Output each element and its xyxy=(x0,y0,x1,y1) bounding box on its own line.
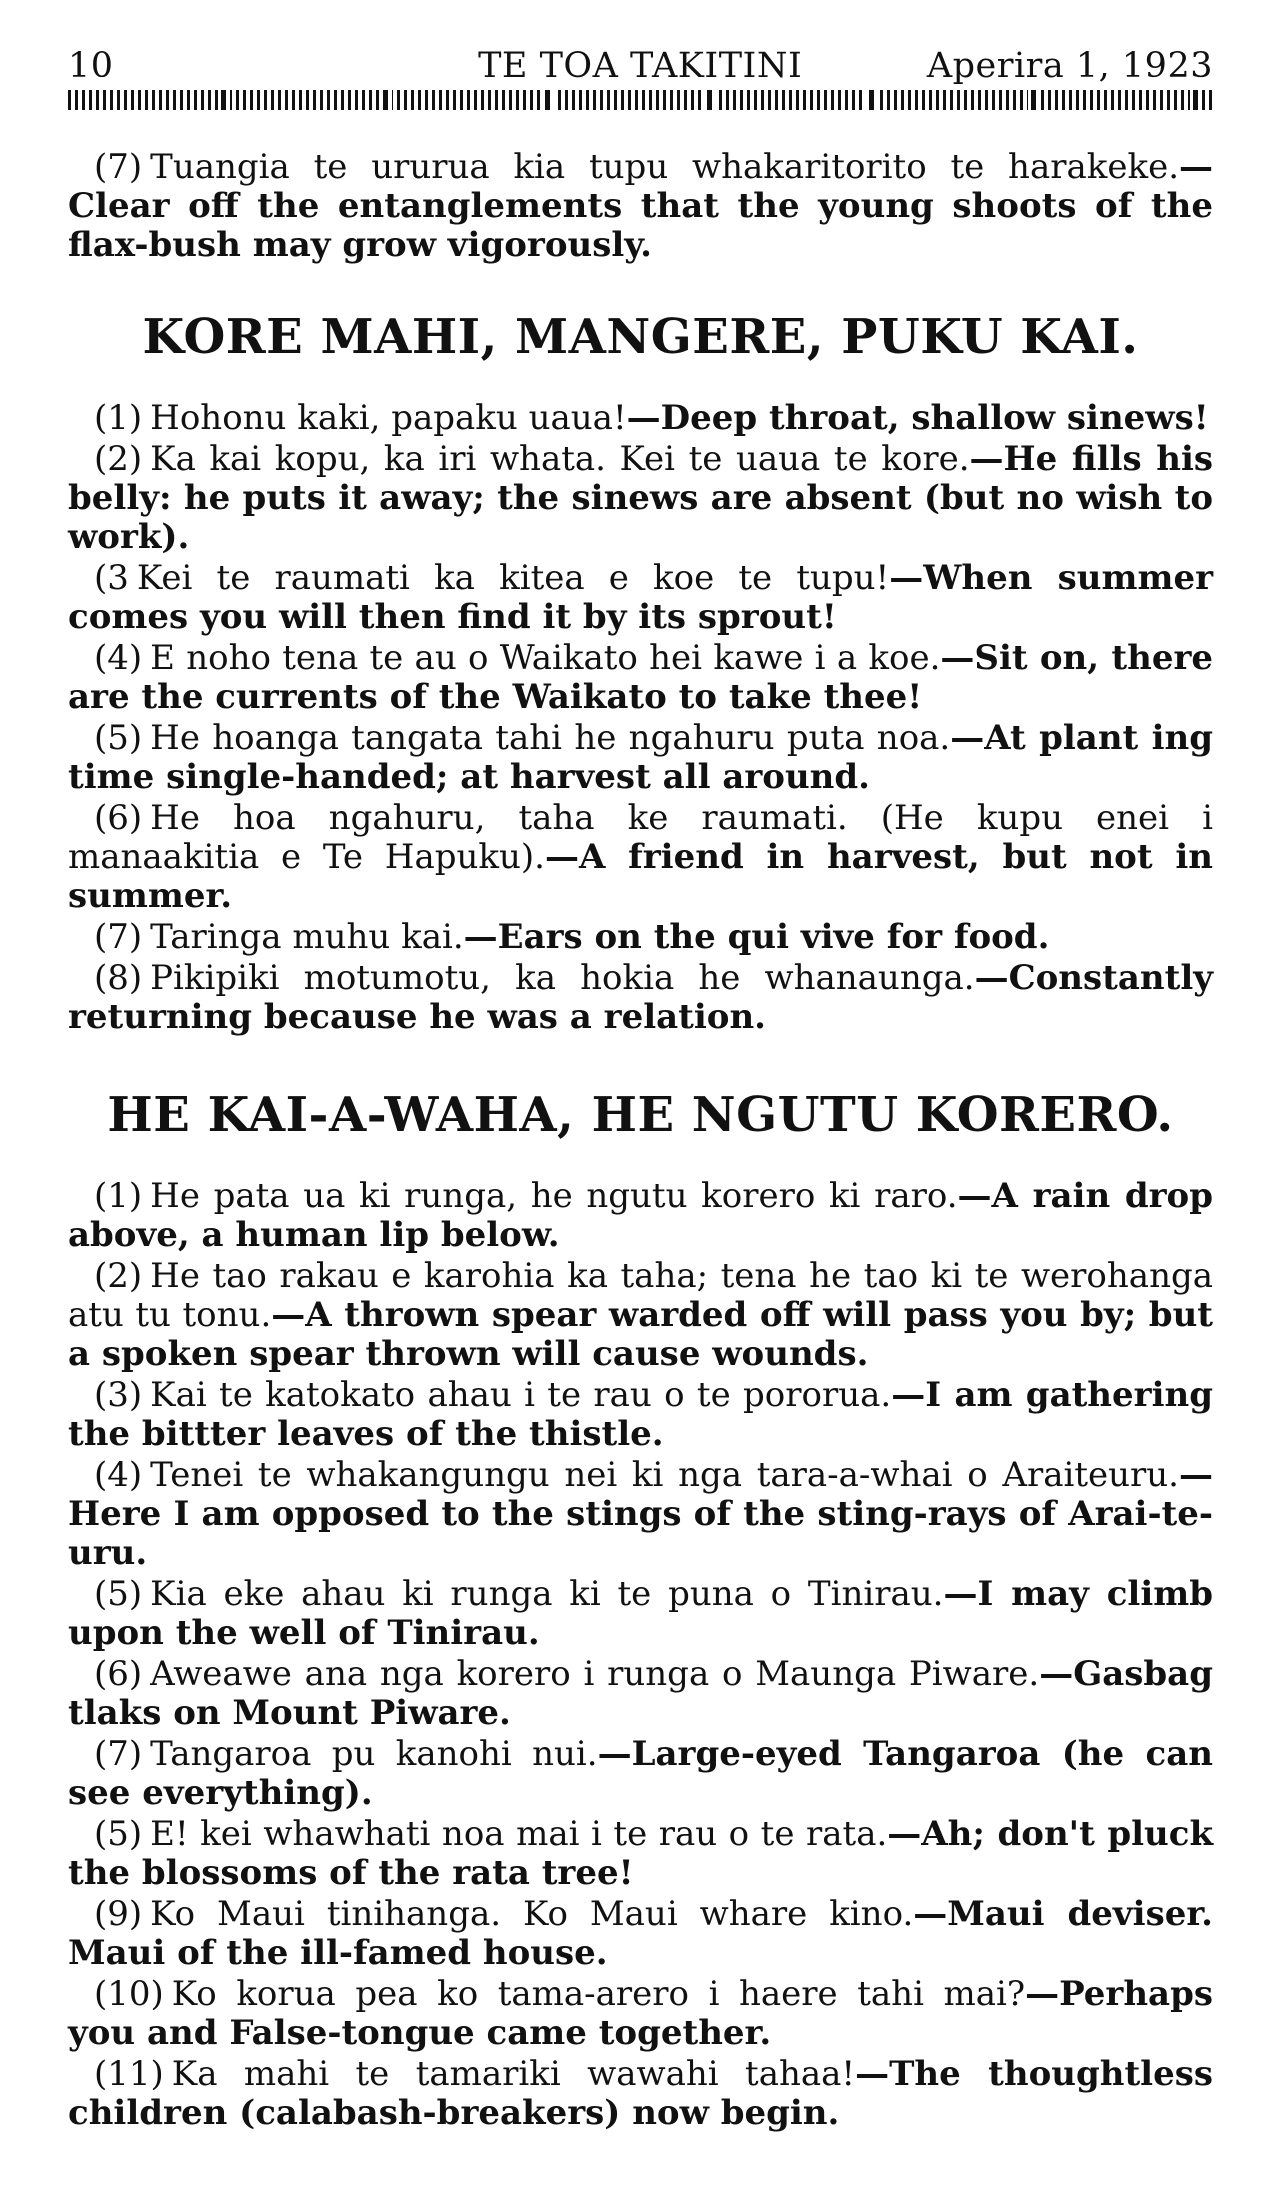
entry-number: (8) xyxy=(94,958,143,998)
entry-english: —At plant ing time single-handed; at harvest all around. xyxy=(68,718,1214,797)
entry-maori: Kei te raumati ka kitea e koe te tupu! xyxy=(136,558,890,598)
entry-english: —A rain drop above, a human lip below. xyxy=(68,1176,1213,1255)
entry-english: —Clear off the entanglements that the young shoots of the flax-bush may grow vigorously. xyxy=(68,147,1213,265)
entry-number: (7) xyxy=(94,1734,143,1774)
entry-maori: Ka kai kopu, ka iri whata. Kei te uaua te kore. xyxy=(150,439,970,479)
proverb-entry xyxy=(68,918,1213,957)
entry-number: (1) xyxy=(94,398,143,438)
ornamental-rule xyxy=(68,90,1213,110)
entry-english: —Gasbag tlaks on Mount Piware. xyxy=(68,1654,1213,1733)
entry-maori: He hoanga tangata tahi he ngahuru puta noa. xyxy=(150,718,951,758)
entry-number: (7) xyxy=(94,917,143,957)
entry-english: —Large-eyed Tangaroa (he can see everything). xyxy=(68,1734,1213,1813)
entry-english: —A thrown spear warded off will pass you by; but a spoken spear thrown will cause wounds. xyxy=(68,1295,1213,1374)
entry-maori: Tenei te whakangungu nei ki nga tara-a-whai o Araiteuru. xyxy=(150,1455,1179,1495)
entry-maori: Aweawe ana nga korero i runga o Maunga Piware. xyxy=(150,1654,1040,1694)
proverb-entry xyxy=(68,639,1213,717)
entry-english: —I may climb upon the well of Tinirau. xyxy=(68,1574,1214,1653)
proverb-entry xyxy=(68,440,1213,557)
entry-english: —I am gathering the bittter leaves of the thistle. xyxy=(68,1375,1213,1454)
entry-number: (4) xyxy=(94,1455,143,1495)
entry-english: —Constantly returning because he was a relation. xyxy=(68,958,1213,1037)
proverb-entry xyxy=(68,719,1213,797)
publication-title: TE TOA TAKITINI xyxy=(478,46,803,86)
entry-maori: Kai te katokato ahau i te rau o te pororua. xyxy=(150,1375,892,1415)
entry-maori: Tuangia te ururua kia tupu whakaritorito te harakeke. xyxy=(150,147,1179,187)
proverb-entry xyxy=(68,2055,1213,2133)
page-number: 10 xyxy=(68,46,114,86)
entry-number: (1) xyxy=(94,1176,143,1216)
entry-maori: Kia eke ahau ki runga ki te puna o Tinirau. xyxy=(150,1574,944,1614)
entry-number: (11) xyxy=(94,2054,164,2094)
entry-number: (6) xyxy=(94,1654,143,1694)
entry-english: —Sit on, there are the currents of the Waikato to take thee! xyxy=(68,638,1214,717)
entry-english: —A friend in harvest, but not in summer. xyxy=(68,837,1213,916)
entry-maori: Tangaroa pu kanohi nui. xyxy=(150,1734,598,1774)
entry-number: (2) xyxy=(94,439,143,479)
proverb-entry xyxy=(68,1376,1213,1454)
entry-number: (3) xyxy=(94,1375,143,1415)
proverb-entry xyxy=(68,1456,1213,1573)
entry-number: (7) xyxy=(94,147,143,187)
proverb-entry xyxy=(68,799,1213,916)
proverb-entry xyxy=(68,1895,1213,1973)
proverb-entry xyxy=(68,1655,1213,1733)
entry-english: —Here I am opposed to the stings of the sting-rays of Arai-te-uru. xyxy=(68,1455,1213,1573)
entry-english: —Deep throat, shallow sinews! xyxy=(626,398,1209,438)
proverb-entry xyxy=(68,1575,1213,1653)
entry-maori: He hoa ngahuru, taha ke raumati. (He kupu enei i manaakitia e Te Hapuku). xyxy=(68,798,1213,877)
entry-maori: Ko korua pea ko tama-arero i haere tahi mai? xyxy=(171,1974,1026,2014)
entry-number: (2) xyxy=(94,1256,143,1296)
entry-maori: He tao rakau e karohia ka taha; tena he tao ki te werohanga atu tu tonu. xyxy=(68,1256,1213,1335)
entry-number: (4) xyxy=(94,638,143,678)
entry-maori: Taringa muhu kai. xyxy=(150,917,464,957)
section-heading: KORE MAHI, MANGERE, PUKU KAI. xyxy=(142,309,1139,365)
entry-english: —Ah; don't pluck the blossoms of the rata tree! xyxy=(68,1814,1214,1893)
section-heading: HE KAI-A-WAHA, HE NGUTU KORERO. xyxy=(107,1087,1174,1143)
page xyxy=(68,46,1213,2135)
entry-maori: Ka mahi te tamariki wawahi tahaa! xyxy=(171,2054,856,2094)
entry-number: (3 xyxy=(94,558,129,598)
proverb-entry xyxy=(68,1735,1213,1813)
entry-maori: E! kei whawhati noa mai i te rau o te rata. xyxy=(150,1814,888,1854)
issue-date: Aperira 1, 1923 xyxy=(926,46,1213,86)
proverb-entry xyxy=(68,1177,1213,1255)
entry-maori: E noho tena te au o Waikato hei kawe i a koe. xyxy=(150,638,941,678)
entry-english: —The thoughtless children (calabash-breakers) now begin. xyxy=(68,2054,1213,2133)
entry-number: (5) xyxy=(94,718,143,758)
section-kore-mahi xyxy=(68,309,1213,1037)
entry-maori: Ko Maui tinihanga. Ko Maui whare kino. xyxy=(150,1894,914,1934)
proverb-entry xyxy=(68,559,1213,637)
proverb-entry xyxy=(68,399,1213,438)
entry-english: —Maui deviser. Maui of the ill-famed house. xyxy=(68,1894,1213,1973)
entry-number: (10) xyxy=(94,1974,164,2014)
entry-english: —When summer comes you will then find it by its sprout! xyxy=(68,558,1213,637)
entry-maori: Pikipiki motumotu, ka hokia he whanaunga. xyxy=(150,958,975,998)
entry-english: —He fills his belly: he puts it away; the sinews are absent (but no wish to work). xyxy=(68,439,1214,557)
entry-english: —Ears on the qui vive for food. xyxy=(463,917,1050,957)
intro-entry xyxy=(68,148,1213,265)
proverb-entry xyxy=(68,1815,1213,1893)
section-kai-a-waha xyxy=(68,1087,1213,2133)
entry-english: —Perhaps you and False-tongue came together. xyxy=(68,1974,1213,2053)
proverb-entry xyxy=(68,1257,1213,1374)
entry-maori: He pata ua ki runga, he ngutu korero ki raro. xyxy=(150,1176,958,1216)
entry-number: (6) xyxy=(94,798,143,838)
entry-number: (5) xyxy=(94,1814,143,1854)
proverb-entry xyxy=(68,959,1213,1037)
entry-maori: Hohonu kaki, papaku uaua! xyxy=(150,398,627,438)
running-head xyxy=(68,46,1213,86)
entry-number: (9) xyxy=(94,1894,143,1934)
entry-number: (5) xyxy=(94,1574,143,1614)
proverb-entry xyxy=(68,1975,1213,2053)
